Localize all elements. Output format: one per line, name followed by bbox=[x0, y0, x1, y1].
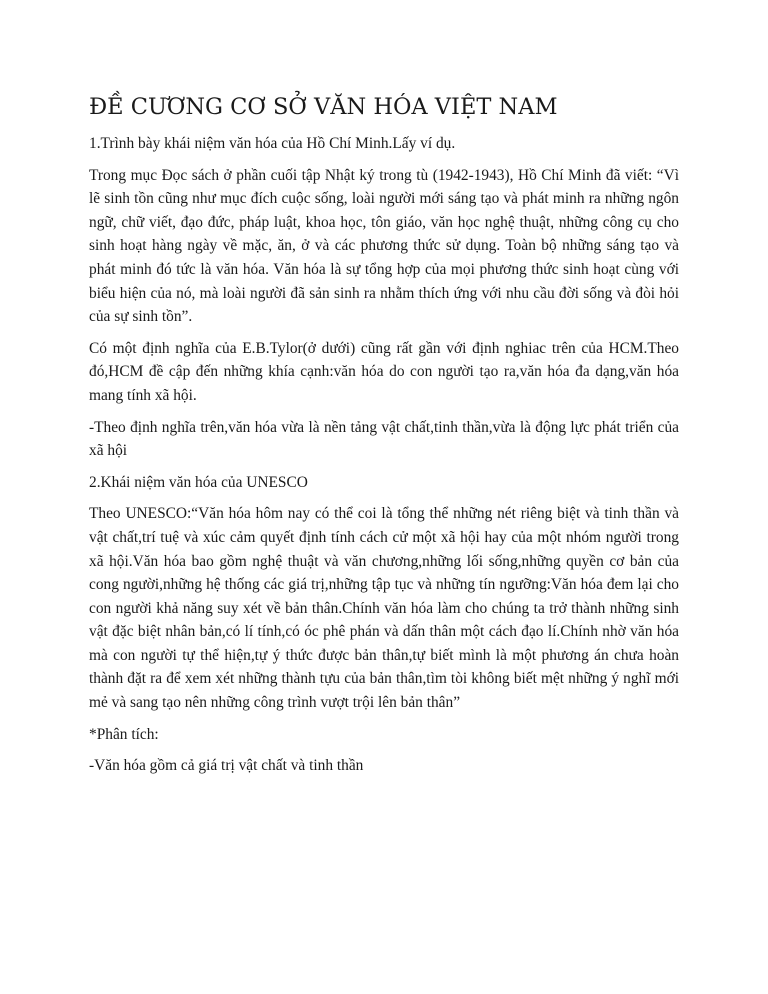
hcm-definition-paragraph: Trong mục Đọc sách ở phần cuối tập Nhật ký trong tù (1942-1943), Hồ Chí Minh đã viết: “Vì lẽ sinh tồn cũng như mục đích cuộc sống, loài người mới sáng tạo và phát minh ra những ngôn ngữ, chữ viết, đạo đức, pháp luật, khoa học, tôn giáo, văn học nghệ thuật, những công cụ cho sinh hoạt hàng ngày về mặc, ăn, ở và các phương thức sử dụng. Toàn bộ những sáng tạo và phát minh đó tức là văn hóa. Văn hóa là sự tổng hợp của mọi phương thức sinh hoạt cùng với biểu hiện của nó, mà loài người đã sản sinh ra nhằm thích ứng với nhu cầu đời sống và đòi hỏi của sự sinh tồn”. bbox=[89, 166, 679, 326]
question-1-heading: 1.Trình bày khái niệm văn hóa của Hồ Chí Minh.Lấy ví dụ. bbox=[89, 135, 456, 152]
analysis-point-1: -Văn hóa gồm cả giá trị vật chất và tinh thần bbox=[89, 757, 364, 775]
tylor-definition-paragraph: Có một định nghĩa của E.B.Tylor(ở dưới) cũng rất gần với định nghiac trên của HCM.Theo đó,HCM đề cập đến những khía cạnh:văn hóa do con người tạo ra,văn hóa đa dạng,văn hóa mang tính xã hội. bbox=[89, 339, 679, 404]
document-title: ĐỀ CƯƠNG CƠ SỞ VĂN HÓA VIỆT NAM bbox=[89, 94, 558, 120]
document-page bbox=[89, 92, 679, 786]
question-2-heading: 2.Khái niệm văn hóa của UNESCO bbox=[89, 473, 308, 491]
definition-summary-paragraph: -Theo định nghĩa trên,văn hóa vừa là nền tảng vật chất,tinh thần,vừa là động lực phát triển của xã hội bbox=[89, 418, 679, 460]
unesco-definition-paragraph: Theo UNESCO:“Văn hóa hôm nay có thể coi là tổng thể những nét riêng biệt và tinh thần và vật chất,trí tuệ và xúc cảm quyết định tính cách cử một xã hội hay của một nhóm người trong xã hội.Văn hóa bao gồm nghệ thuật và văn chương,những lối sống,những quyền cơ bản của cong người,những hệ thống các giá trị,những tập tục và những tín ngưỡng:Văn hóa đem lại cho con người khả năng suy xét về bản thân.Chính văn hóa làm cho chúng ta trở thành những sinh vật đặc biệt nhân bản,có lí tính,có óc phê phán và dấn thân một cách đạo lí.Chính nhờ văn hóa mà con người tự thể hiện,tự ý thức được bản thân,tự biết mình là một phương án chưa hoàn thành đặt ra để xem xét những thành tựu của bản thân,tìm tòi không biết mệt những ý nghĩ mới mẻ và sang tạo nên những công trình vượt trội lên bản thân” bbox=[89, 505, 679, 712]
analysis-heading: *Phân tích: bbox=[89, 725, 159, 743]
